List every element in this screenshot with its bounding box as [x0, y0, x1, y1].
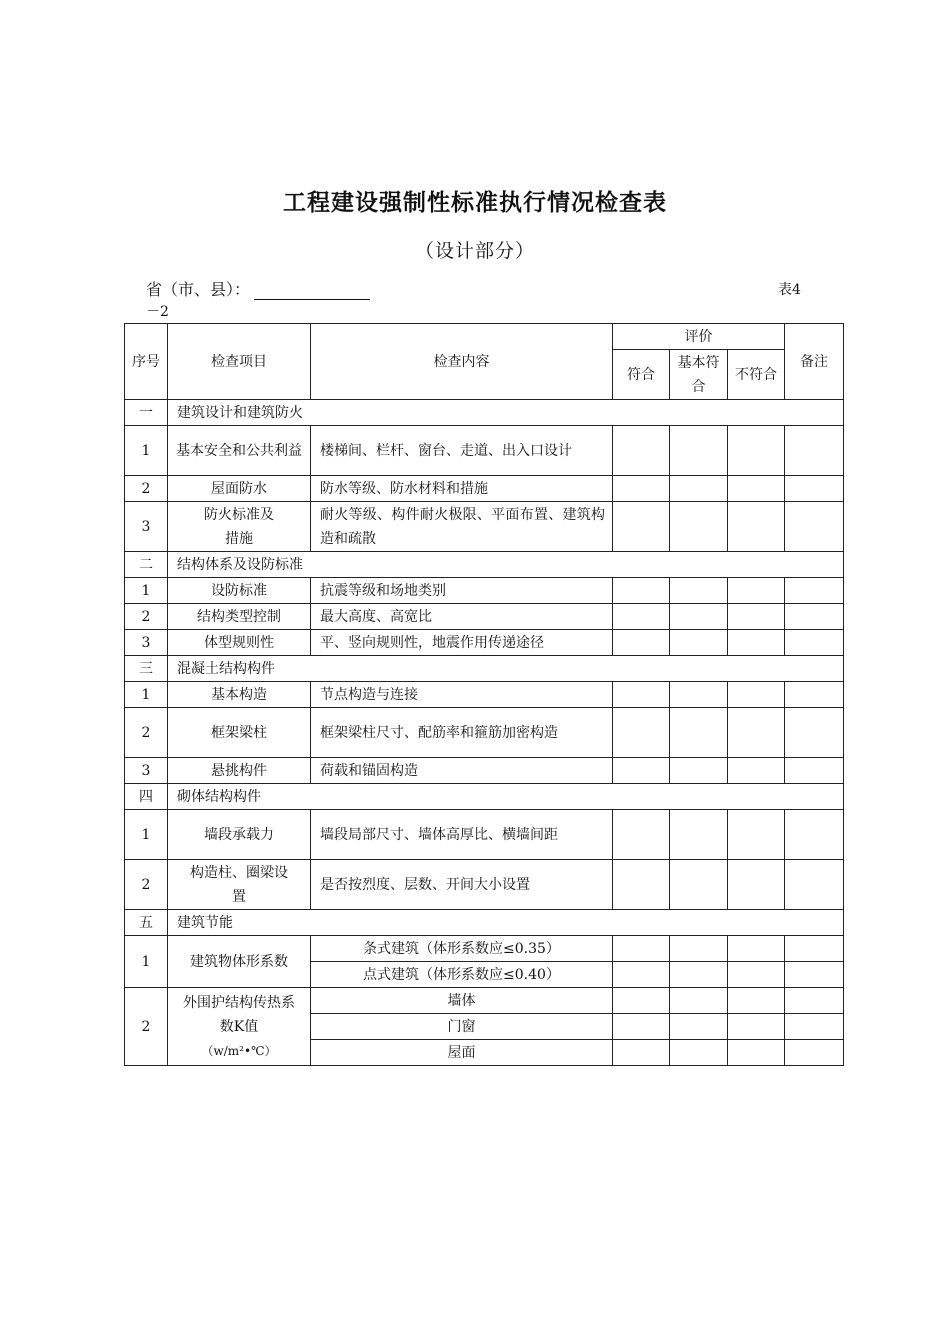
header-remark: 备注 — [785, 324, 844, 400]
section-row — [125, 400, 844, 426]
cell-not-comply[interactable] — [728, 758, 785, 784]
cell-not-comply[interactable] — [728, 426, 785, 476]
table-row — [125, 810, 844, 860]
header-item: 检查项目 — [168, 324, 311, 400]
cell-basic-comply[interactable] — [670, 578, 728, 604]
section-row — [125, 552, 844, 578]
row-item: 结构类型控制 — [168, 604, 311, 630]
row-seq: 1 — [125, 426, 168, 476]
cell-basic-comply[interactable] — [670, 936, 728, 962]
row-content: 门窗 — [311, 1014, 613, 1040]
cell-not-comply[interactable] — [728, 988, 785, 1014]
cell-basic-comply[interactable] — [670, 682, 728, 708]
row-content: 节点构造与连接 — [311, 682, 613, 708]
cell-remark[interactable] — [785, 604, 844, 630]
cell-remark[interactable] — [785, 708, 844, 758]
table-row — [125, 860, 844, 910]
row-item: 防火标准及措施 — [168, 502, 311, 552]
section-title: 建筑设计和建筑防火 — [168, 400, 844, 426]
table-row — [125, 604, 844, 630]
table-row — [125, 758, 844, 784]
table-row — [125, 578, 844, 604]
cell-comply[interactable] — [613, 758, 670, 784]
cell-not-comply[interactable] — [728, 708, 785, 758]
row-content: 荷载和锚固构造 — [311, 758, 613, 784]
cell-remark[interactable] — [785, 578, 844, 604]
cell-not-comply[interactable] — [728, 502, 785, 552]
row-content: 条式建筑（体形系数应≤0.35） — [311, 936, 613, 962]
cell-not-comply[interactable] — [728, 962, 785, 988]
cell-not-comply[interactable] — [728, 630, 785, 656]
row-seq: 3 — [125, 630, 168, 656]
table-row — [125, 630, 844, 656]
section-row — [125, 784, 844, 810]
row-seq: 3 — [125, 758, 168, 784]
cell-remark[interactable] — [785, 426, 844, 476]
cell-comply[interactable] — [613, 936, 670, 962]
header-not-comply: 不符合 — [728, 350, 785, 400]
inspection-table — [124, 323, 844, 1066]
cell-comply[interactable] — [613, 604, 670, 630]
row-seq: 2 — [125, 708, 168, 758]
row-content: 楼梯间、栏杆、窗台、走道、出入口设计 — [311, 426, 613, 476]
cell-comply[interactable] — [613, 502, 670, 552]
cell-not-comply[interactable] — [728, 1040, 785, 1066]
row-item: 屋面防水 — [168, 476, 311, 502]
cell-basic-comply[interactable] — [670, 810, 728, 860]
cell-comply[interactable] — [613, 962, 670, 988]
cell-basic-comply[interactable] — [670, 1040, 728, 1066]
section-number: 一 — [125, 400, 168, 426]
cell-not-comply[interactable] — [728, 810, 785, 860]
row-content: 最大高度、高宽比 — [311, 604, 613, 630]
cell-comply[interactable] — [613, 1014, 670, 1040]
section-title: 混凝土结构构件 — [168, 656, 844, 682]
header-basic-comply: 基本符合 — [670, 350, 728, 400]
cell-not-comply[interactable] — [728, 860, 785, 910]
section-row — [125, 656, 844, 682]
cell-basic-comply[interactable] — [670, 604, 728, 630]
cell-basic-comply[interactable] — [670, 426, 728, 476]
row-content: 平、竖向规则性，地震作用传递途径 — [311, 630, 613, 656]
row-content: 是否按烈度、层数、开间大小设置 — [311, 860, 613, 910]
cell-remark[interactable] — [785, 860, 844, 910]
cell-remark[interactable] — [785, 502, 844, 552]
row-content: 防水等级、防水材料和措施 — [311, 476, 613, 502]
cell-comply[interactable] — [613, 578, 670, 604]
cell-basic-comply[interactable] — [670, 1014, 728, 1040]
table-number-suffix: －2 — [146, 304, 169, 320]
row-item: 建筑物体形系数 — [168, 936, 311, 988]
cell-basic-comply[interactable] — [670, 708, 728, 758]
cell-not-comply[interactable] — [728, 604, 785, 630]
row-item: 悬挑构件 — [168, 758, 311, 784]
page-title: 工程建设强制性标准执行情况检查表 — [283, 189, 667, 216]
row-content: 点式建筑（体形系数应≤0.40） — [311, 962, 613, 988]
cell-comply[interactable] — [613, 1040, 670, 1066]
header-evaluation: 评价 — [613, 324, 785, 350]
section-title: 建筑节能 — [168, 910, 844, 936]
header-seq: 序号 — [125, 324, 168, 400]
row-item: 构造柱、圈梁设置 — [168, 860, 311, 910]
cell-comply[interactable] — [613, 630, 670, 656]
cell-comply[interactable] — [613, 988, 670, 1014]
cell-remark[interactable] — [785, 630, 844, 656]
cell-not-comply[interactable] — [728, 1014, 785, 1040]
row-item: 基本安全和公共利益 — [168, 426, 311, 476]
section-row — [125, 910, 844, 936]
province-blank — [254, 281, 370, 300]
cell-basic-comply[interactable] — [670, 860, 728, 910]
row-seq: 1 — [125, 936, 168, 988]
row-seq: 2 — [125, 988, 168, 1066]
row-content: 屋面 — [311, 1040, 613, 1066]
cell-comply[interactable] — [613, 810, 670, 860]
cell-remark[interactable] — [785, 758, 844, 784]
row-content: 框架梁柱尺寸、配筋率和箍筋加密构造 — [311, 708, 613, 758]
row-item — [168, 988, 311, 1066]
province-field — [146, 277, 370, 300]
section-number: 二 — [125, 552, 168, 578]
section-title: 砌体结构构件 — [168, 784, 844, 810]
row-item: 基本构造 — [168, 682, 311, 708]
header-content: 检查内容 — [311, 324, 613, 400]
cell-remark[interactable] — [785, 810, 844, 860]
table-row — [125, 426, 844, 476]
cell-basic-comply[interactable] — [670, 630, 728, 656]
row-seq: 1 — [125, 682, 168, 708]
row-seq: 2 — [125, 604, 168, 630]
row-seq: 3 — [125, 502, 168, 552]
cell-remark[interactable] — [785, 936, 844, 962]
section-title: 结构体系及设防标准 — [168, 552, 844, 578]
table-number: 表4 — [778, 282, 801, 298]
row-item: 框架梁柱 — [168, 708, 311, 758]
cell-comply[interactable] — [613, 426, 670, 476]
section-number: 五 — [125, 910, 168, 936]
table-row — [125, 502, 844, 552]
cell-remark[interactable] — [785, 1014, 844, 1040]
row-seq: 1 — [125, 810, 168, 860]
table-row — [125, 682, 844, 708]
table-row — [125, 476, 844, 502]
cell-comply[interactable] — [613, 708, 670, 758]
cell-basic-comply[interactable] — [670, 476, 728, 502]
cell-basic-comply[interactable] — [670, 502, 728, 552]
cell-basic-comply[interactable] — [670, 962, 728, 988]
cell-basic-comply[interactable] — [670, 758, 728, 784]
table-row — [125, 936, 844, 962]
page-subtitle: （设计部分） — [414, 240, 535, 262]
cell-comply[interactable] — [613, 476, 670, 502]
cell-basic-comply[interactable] — [670, 988, 728, 1014]
cell-comply[interactable] — [613, 682, 670, 708]
row-content: 墙体 — [311, 988, 613, 1014]
row-item: 设防标准 — [168, 578, 311, 604]
row-content: 墙段局部尺寸、墙体高厚比、横墙间距 — [311, 810, 613, 860]
row-item: 墙段承载力 — [168, 810, 311, 860]
cell-not-comply[interactable] — [728, 936, 785, 962]
table-row — [125, 988, 844, 1014]
row-item-unit: （w/m²•℃） — [201, 1043, 277, 1058]
cell-remark[interactable] — [785, 962, 844, 988]
section-number: 四 — [125, 784, 168, 810]
section-number: 三 — [125, 656, 168, 682]
cell-not-comply[interactable] — [728, 682, 785, 708]
cell-remark[interactable] — [785, 988, 844, 1014]
row-seq: 2 — [125, 860, 168, 910]
row-content: 抗震等级和场地类别 — [311, 578, 613, 604]
cell-remark[interactable] — [785, 682, 844, 708]
province-label: 省（市、县）： — [146, 280, 251, 299]
row-item-label: 外围护结构传热系数K值 — [183, 994, 295, 1035]
table-row — [125, 708, 844, 758]
row-content: 耐火等级、构件耐火极限、平面布置、建筑构造和疏散 — [311, 502, 613, 552]
row-seq: 1 — [125, 578, 168, 604]
header-comply: 符合 — [613, 350, 670, 400]
cell-comply[interactable] — [613, 860, 670, 910]
cell-remark[interactable] — [785, 1040, 844, 1066]
row-seq: 2 — [125, 476, 168, 502]
cell-remark[interactable] — [785, 476, 844, 502]
cell-not-comply[interactable] — [728, 476, 785, 502]
cell-not-comply[interactable] — [728, 578, 785, 604]
row-item: 体型规则性 — [168, 630, 311, 656]
